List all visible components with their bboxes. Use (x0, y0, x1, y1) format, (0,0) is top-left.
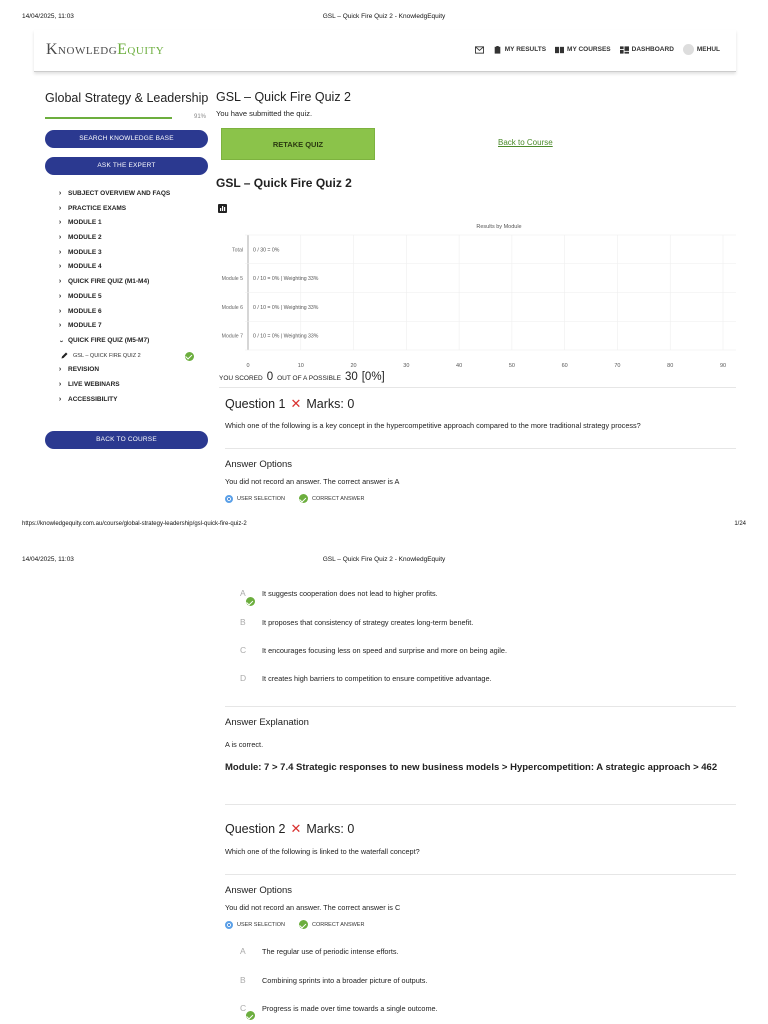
x-tick-label: 40 (456, 363, 463, 369)
chevron-right-icon: › (58, 234, 62, 242)
divider (225, 874, 736, 875)
option-b: B It proposes that consistency of strategy creates long-term benefit. (240, 617, 474, 627)
menu-item-module-2[interactable]: › MODULE 2 (57, 231, 210, 246)
answer-options-title: Answer Options (225, 885, 293, 896)
score-percent: [0%] (361, 371, 385, 383)
chevron-right-icon: › (58, 204, 62, 212)
menu-item-module-1[interactable]: › MODULE 1 (57, 216, 210, 231)
bar-data-label: 0 / 10 = 0% | Weighting 33% (253, 304, 319, 311)
score-summary: YOU SCORED 0 OUT OF A POSSIBLE 30 [0%] (219, 371, 385, 383)
x-tick-label: 0 (246, 363, 250, 369)
bar-data-label: 0 / 10 = 0% | Weighting 33% (253, 333, 319, 340)
avatar (683, 44, 694, 55)
chevron-right-icon: › (58, 292, 62, 300)
nav-my-results[interactable]: MY RESULTS (493, 46, 546, 54)
divider (225, 706, 736, 707)
x-tick-label: 90 (719, 363, 727, 369)
chevron-right-icon: › (58, 248, 62, 256)
divider (225, 448, 736, 449)
correct-check-icon (246, 597, 255, 606)
menu-item-module-7[interactable]: › MODULE 7 (57, 319, 210, 334)
option-d: D It creates high barriers to competition to ensure competitive advantage. (240, 673, 492, 683)
y-tick-label: Module 5 (221, 276, 243, 283)
dashboard-icon (620, 46, 629, 54)
menu-item-quick-fire-quiz-m1-m4[interactable]: › QUICK FIRE QUIZ (M1-M4) (57, 275, 210, 290)
sidebar (45, 90, 210, 449)
menu-item-practice-exams[interactable]: › PRACTICE EXAMS (57, 202, 210, 217)
bar-data-label: 0 / 10 = 0% | Weighting 33% (253, 276, 319, 283)
incorrect-x-icon: ✕ (290, 821, 302, 836)
menu-item-accessibility[interactable]: › ACCESSIBILITY (57, 393, 210, 408)
answer-legend: USER SELECTION CORRECT ANSWER (225, 494, 364, 503)
divider (225, 804, 736, 805)
no-answer-message: You did not record an answer. The correct answer is C (225, 903, 401, 912)
mail-icon[interactable] (475, 46, 484, 54)
pencil-icon (61, 352, 68, 359)
question-1-text: Which one of the following is a key concept in the hypercompetitive approach compared to the more traditional strategy process? (225, 421, 641, 430)
x-tick-label: 80 (667, 363, 674, 369)
course-title: Global Strategy & Leadership (45, 91, 209, 105)
book-icon (555, 46, 564, 54)
print-header (22, 13, 746, 25)
bar-chart-icon[interactable] (218, 204, 227, 213)
y-tick-label: Total (232, 247, 243, 254)
option-c: C It encourages focusing less on speed and surprise and more on being agile. (240, 645, 508, 655)
correct-check-icon (299, 920, 308, 929)
answer-explanation-text: A is correct. (225, 740, 264, 749)
course-menu (45, 187, 210, 407)
no-answer-message: You did not record an answer. The correct answer is A (225, 477, 400, 486)
menu-item-module-6[interactable]: › MODULE 6 (57, 305, 210, 320)
back-to-course-link[interactable]: Back to Course (498, 138, 553, 147)
x-tick-label: 50 (508, 363, 515, 369)
option-a: A The regular use of periodic intense efforts. (240, 946, 399, 956)
menu-item-subject-overview[interactable]: › SUBJECT OVERVIEW AND FAQS (57, 187, 210, 202)
progress-bar (45, 117, 172, 119)
answer-options-title: Answer Options (225, 459, 293, 470)
user-selection-radio-icon (225, 495, 233, 503)
y-tick-label: Module 6 (221, 304, 243, 311)
back-to-course-button[interactable]: BACK TO COURSE (45, 431, 208, 449)
x-tick-label: 70 (614, 363, 621, 369)
quiz-subtitle: GSL – Quick Fire Quiz 2 (216, 176, 352, 190)
clipboard-icon (493, 46, 502, 54)
x-tick-label: 10 (297, 363, 304, 369)
submitted-message: You have submitted the quiz. (216, 109, 313, 118)
print-header (22, 556, 746, 568)
x-tick-label: 60 (561, 363, 568, 369)
print-datetime: 14/04/2025, 11:03 (22, 13, 74, 20)
y-tick-label: Module 7 (221, 333, 243, 340)
option-c: C Progress is made over time towards a single outcome. (240, 1003, 438, 1013)
question-2-text: Which one of the following is linked to the waterfall concept? (225, 847, 420, 856)
top-nav (475, 44, 720, 55)
correct-check-icon (299, 494, 308, 503)
page-title: GSL – Quick Fire Quiz 2 (216, 90, 351, 104)
score-possible: 30 (344, 371, 358, 383)
answer-legend: USER SELECTION CORRECT ANSWER (225, 920, 364, 929)
menu-subitem-gsl-quick-fire-quiz-2[interactable]: GSL – QUICK FIRE QUIZ 2 (57, 349, 210, 364)
chevron-right-icon: › (58, 380, 62, 388)
score-value: 0 (266, 371, 274, 383)
print-url: https://knowledgequity.com.au/course/global-strategy-leadership/gsl-quick-fire-quiz-2 (22, 521, 247, 527)
site-logo[interactable]: KnowledgEquity (46, 41, 165, 58)
retake-quiz-button[interactable]: RETAKE QUIZ (221, 128, 375, 160)
print-page-title: GSL – Quick Fire Quiz 2 - KnowledgEquity (322, 13, 446, 20)
print-page-title: GSL – Quick Fire Quiz 2 - KnowledgEquity (322, 556, 446, 563)
question-2-title: Question 2 ✕ Marks: 0 (225, 821, 355, 836)
search-knowledge-base-button[interactable]: SEARCH KNOWLEDGE BASE (45, 130, 208, 148)
nav-user[interactable]: MEHUL (683, 44, 720, 55)
print-footer (22, 521, 746, 533)
menu-item-quick-fire-quiz-m5-m7[interactable]: › QUICK FIRE QUIZ (M5-M7) (57, 334, 210, 349)
chevron-right-icon: › (58, 263, 62, 271)
bar-data-label: 0 / 30 = 0% (253, 247, 280, 254)
question-1-title: Question 1 ✕ Marks: 0 (225, 396, 355, 411)
completed-check-icon (185, 352, 194, 361)
chevron-down-icon: › (57, 340, 65, 343)
menu-item-module-3[interactable]: › MODULE 3 (57, 246, 210, 261)
nav-my-courses[interactable]: MY COURSES (555, 46, 611, 54)
module-reference: Module: 7 > 7.4 Strategic responses to new business models > Hypercompetition: A strategic approach > 462 (225, 762, 718, 773)
menu-item-module-4[interactable]: › MODULE 4 (57, 260, 210, 275)
user-selection-radio-icon (225, 921, 233, 929)
chevron-right-icon: › (58, 278, 62, 286)
chart-title: Results by Module (476, 224, 522, 230)
divider (219, 387, 736, 388)
progress-percent: 91% (193, 114, 206, 120)
correct-check-icon (246, 1011, 255, 1020)
chevron-right-icon: › (58, 366, 62, 374)
chevron-right-icon: › (58, 219, 62, 227)
menu-item-live-webinars[interactable]: › LIVE WEBINARS (57, 378, 210, 393)
menu-item-module-5[interactable]: › MODULE 5 (57, 290, 210, 305)
chevron-right-icon: › (58, 190, 62, 197)
incorrect-x-icon: ✕ (290, 396, 302, 411)
nav-dashboard[interactable]: DASHBOARD (620, 46, 674, 54)
answer-explanation-title: Answer Explanation (225, 717, 309, 728)
ask-the-expert-button[interactable]: ASK THE EXPERT (45, 157, 208, 175)
option-a: A It suggests cooperation does not lead to higher profits. (240, 588, 438, 598)
x-tick-label: 20 (350, 363, 357, 369)
option-b: B Combining sprints into a broader picture of outputs. (240, 975, 428, 985)
x-tick-label: 30 (403, 363, 410, 369)
results-by-module-chart (216, 220, 736, 370)
chevron-right-icon: › (58, 307, 62, 315)
print-page-number: 1/24 (734, 521, 746, 527)
chevron-right-icon: › (58, 395, 62, 403)
chevron-right-icon: › (58, 322, 62, 330)
site-header (34, 30, 736, 72)
main-content (216, 90, 736, 383)
course-progress (45, 114, 210, 122)
print-datetime: 14/04/2025, 11:03 (22, 556, 74, 563)
menu-item-revision[interactable]: › REVISION (57, 363, 210, 378)
